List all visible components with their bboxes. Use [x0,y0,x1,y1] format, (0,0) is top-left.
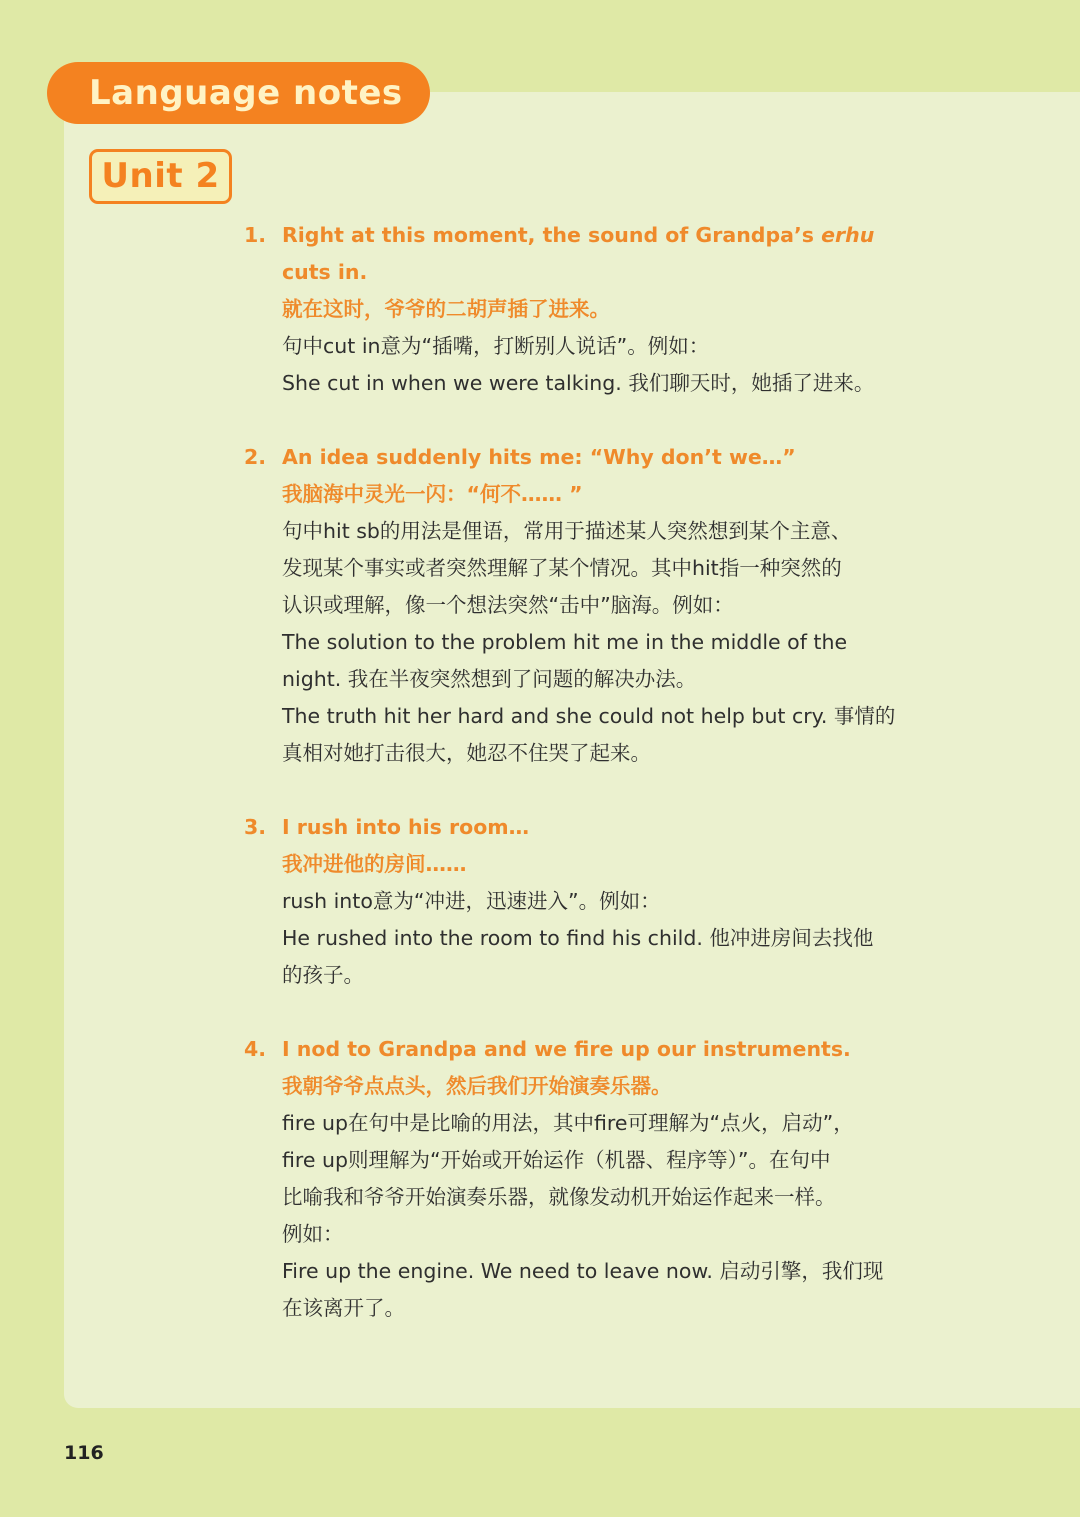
note-4 [244,1031,924,1327]
note-title: An idea suddenly hits me: “Why don’t we…” [282,445,796,469]
note-translation: 我朝爷爷点点头，然后我们开始演奏乐器。 [282,1074,672,1098]
section-header: Language notes [47,62,430,124]
note-translation: 我冲进他的房间…… [282,852,467,876]
note-line: 句中cut in意为“插嘴，打断别人说话”。例如： [282,334,710,358]
note-line: rush into意为“冲进，迅速进入”。例如： [282,889,661,913]
note-line: 真相对她打击很大，她忍不住哭了起来。 [282,741,651,765]
note-title: I rush into his room… [282,815,530,839]
note-translation: 就在这时，爷爷的二胡声插了进来。 [282,297,610,321]
note-translation: 我脑海中灵光一闪：“何不…… ” [282,482,583,506]
note-line: 认识或理解，像一个想法突然“击中”脑海。例如： [282,593,734,617]
note-line: She cut in when we were talking. 我们聊天时，她插了进来。 [282,371,875,395]
note-line: The solution to the problem hit me in the middle of the [282,630,848,654]
note-line: night. 我在半夜突然想到了问题的解决办法。 [282,667,697,691]
note-line: fire up在句中是比喻的用法，其中fire可理解为“点火，启动”， [282,1111,854,1135]
note-line: The truth hit her hard and she could not help but cry. 事情的 [282,704,896,728]
note-title-italic: erhu [821,223,875,247]
note-line: Fire up the engine. We need to leave now. 启动引擎，我们现 [282,1259,884,1283]
note-number: 4. [244,1037,267,1061]
note-line: fire up则理解为“开始或开始运作（机器、程序等）”。在句中 [282,1148,831,1172]
page-number: 116 [64,1442,104,1464]
note-line: 在该离开了。 [282,1296,405,1320]
note-1 [244,217,924,402]
note-number: 2. [244,445,267,469]
note-title-line2: cuts in. [282,260,368,284]
note-title-text: Right at this moment, the sound of Grandpa’s [282,223,822,247]
note-line: 比喻我和爷爷开始演奏乐器，就像发动机开始运作起来一样。 [282,1185,836,1209]
note-title: I nod to Grandpa and we fire up our instruments. [282,1037,851,1061]
note-number: 3. [244,815,267,839]
note-line: 的孩子。 [282,963,364,987]
unit-badge: Unit 2 [89,149,232,204]
note-line: He rushed into the room to find his child. 他冲进房间去找他 [282,926,874,950]
note-title [282,217,924,254]
note-line: 句中hit sb的用法是俚语，常用于描述某人突然想到某个主意、 [282,519,852,543]
note-line: 例如： [282,1222,344,1246]
note-number: 1. [244,223,267,247]
note-2 [244,439,924,772]
note-line: 发现某个事实或者突然理解了某个情况。其中hit指一种突然的 [282,556,842,580]
note-3 [244,809,924,994]
